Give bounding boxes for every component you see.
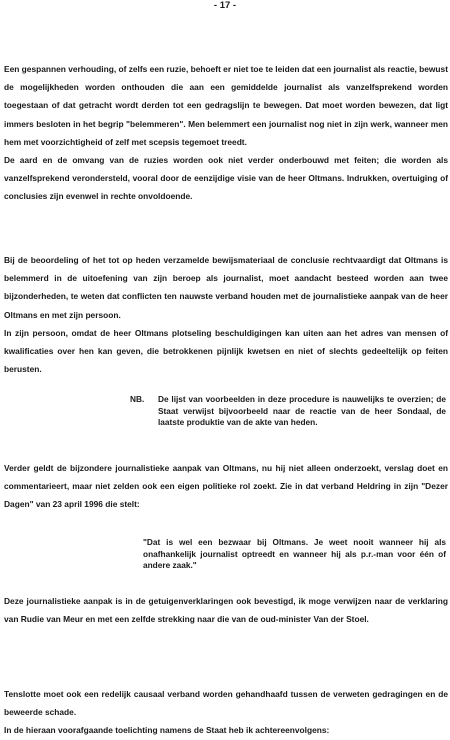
paragraph-group-2 — [4, 251, 448, 378]
paragraph-3: Bij de beoordeling of het tot op heden verzamelde bewijsmateriaal de conclusie rechtvaardigt dat Oltmans is belemmerd in de uitoefening van zijn beroep als journalist, moet aandacht besteed worden aan twee bijzonderheden, te weten dat conflicten ten nauwste verband houden met de journalistieke aanpak van de heer Oltmans en met zijn persoon. — [4, 255, 448, 320]
paragraph-7: Tenslotte moet ook een redelijk causaal verband worden gehandhaafd tussen de verweten gedragingen en de beweerde schade. — [4, 689, 448, 718]
paragraph-group-3 — [4, 459, 448, 514]
note-text: De lijst van voorbeelden in deze procedure is nauwelijks te overzien; de Staat verwijst bijvoorbeeld naar de reactie van de heer Sondaal, de laatste produktie van de akte van heden. — [158, 394, 446, 427]
paragraph-4: In zijn persoon, omdat de heer Oltmans plotseling beschuldigingen kan uiten aan het adres van mensen of kwalificaties over hen kan geven, die betrokkenen pijnlijk kwetsen en niet of slechts gedeeltelijk op feiten berusten. — [4, 327, 448, 375]
note-label: NB. — [130, 394, 145, 404]
note-block — [130, 394, 446, 429]
paragraph-group-5 — [4, 685, 448, 740]
page-number: - 17 - — [213, 0, 237, 11]
paragraph-group-4 — [4, 592, 448, 628]
paragraph-8: In de hieraan voorafgaande toelichting namens de Staat heb ik achtereenvolgens: — [4, 725, 330, 736]
paragraph-6: Deze journalistieke aanpak is in de getuigenverklaringen ook bevestigd, ik moge verwijzen naar de verklaring van Rudie van Meur en met een zelfde strekking naar die van de oud-minister Van der Stoel. — [4, 596, 448, 625]
paragraph-1: Een gespannen verhouding, of zelfs een ruzie, behoeft er niet toe te leiden dat een journalist als reactie, bewust de mogelijkheden worden onthouden die aan een gemiddelde journalist als vanzelfsprekend worden toegestaan of dat getracht wordt derden tot een gedragslijn te bewegen. Dat moet worden bewezen, dat ligt immers besloten in het begrip "belemmeren". Men belemmert een journalist nog niet in zijn werk, wanneer men hem met voorzichtigheid of zelf met scepsis tegemoet treedt. — [4, 64, 448, 147]
paragraph-5: Verder geldt de bijzondere journalistieke aanpak van Oltmans, nu hij niet alleen onderzoekt, verslag doet en commentarieert, maar niet zelden ook een eigen politieke rol zoekt. Zie in dat verband Heldring in zijn "Dezer Dagen" van 23 april 1996 die stelt: — [4, 463, 448, 510]
paragraph-group-1 — [4, 60, 448, 206]
paragraph-2: De aard en de omvang van de ruzies worden ook niet verder onderbouwd met feiten; die worden als vanzelfsprekend verondersteld, vooral door de eenzijdige visie van de heer Oltmans. Indrukken, overtuiging of conclusies zijn evenwel in rechte onvoldoende. — [4, 155, 448, 202]
quote-block: "Dat is wel een bezwaar bij Oltmans. Je weet nooit wanneer hij als onafhankelijk journalist optreedt en wanneer hij als p.r.-man voor één of andere zaak." — [143, 537, 446, 570]
